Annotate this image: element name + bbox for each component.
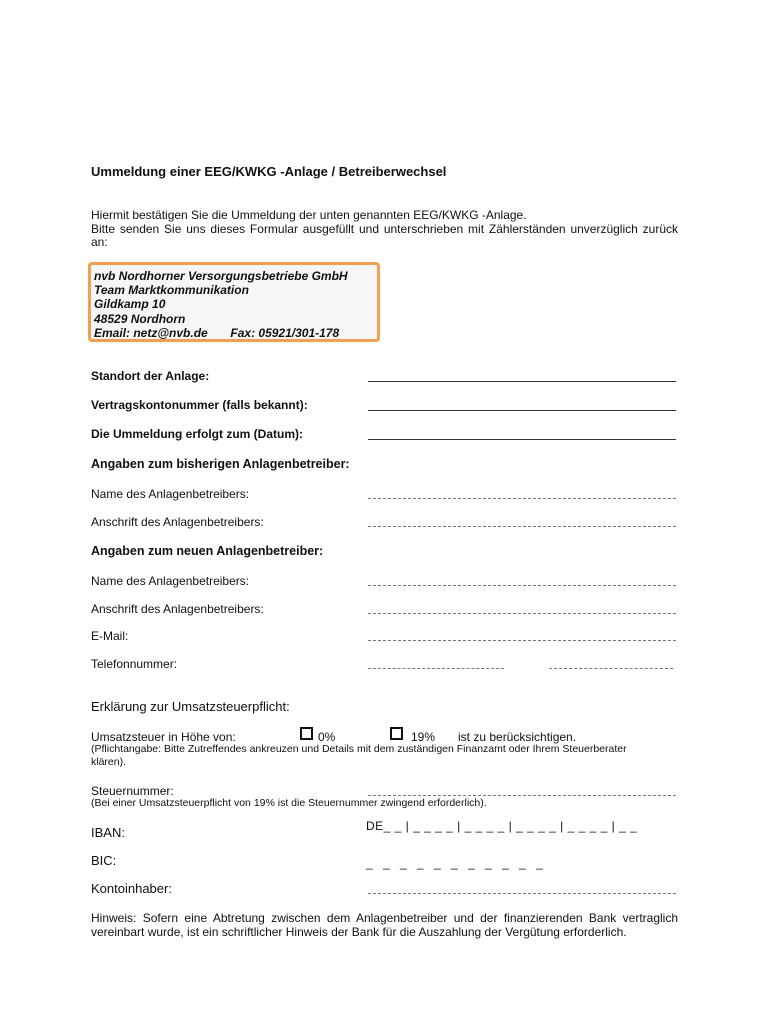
- address-email: Email: netz@nvb.de: [94, 325, 208, 340]
- iban-label: IBAN:: [91, 825, 125, 840]
- old-operator-address-field[interactable]: [368, 526, 676, 527]
- old-operator-heading: Angaben zum bisherigen Anlagenbetreiber:: [91, 457, 350, 471]
- tax-heading: Erklärung zur Umsatzsteuerpflicht:: [91, 699, 290, 714]
- footer-note: Hinweis: Sofern eine Abtretung zwischen dem Anlagenbetreiber und der finanzierenden Bank vertraglich vereinbart wurde, ist ein schriftlicher Hinweis der Bank für die Auszahlung der Vergütung erforderlich.: [91, 911, 678, 939]
- tax-hint: (Pflichtangabe: Bitte Zutreffendes ankreuzen und Details mit dem zuständigen Finanzamt oder Ihrem Steuerberater klären).: [91, 743, 627, 768]
- tax-0-label: 0%: [318, 730, 336, 744]
- new-operator-phone-field-1[interactable]: [368, 668, 504, 669]
- address-team: Team Marktkommunikation: [94, 283, 249, 298]
- new-operator-heading: Angaben zum neuen Anlagenbetreiber:: [91, 544, 324, 558]
- tax-label: Umsatzsteuer in Höhe von:: [91, 730, 236, 744]
- intro-text: [91, 209, 678, 250]
- datum-field[interactable]: [368, 439, 676, 440]
- old-operator-name-field[interactable]: [368, 498, 676, 499]
- standort-field[interactable]: [368, 381, 676, 382]
- bic-field[interactable]: _ _ _ _ _ _ _ _ _ _ _: [366, 856, 547, 870]
- new-operator-name-label: Name des Anlagenbetreibers:: [91, 574, 250, 588]
- standort-label: Standort der Anlage:: [91, 369, 210, 383]
- iban-field[interactable]: DE_ _ | _ _ _ _ | _ _ _ _ | _ _ _ _ | _ _ _ _ | _ _: [366, 819, 638, 833]
- new-operator-email-label: E-Mail:: [91, 629, 129, 643]
- address-street: Gildkamp 10: [94, 297, 166, 312]
- page-title: Ummeldung einer EEG/KWKG -Anlage / Betreiberwechsel: [91, 164, 447, 179]
- holder-field[interactable]: [368, 893, 676, 894]
- address-contact: [94, 326, 377, 340]
- address-company: nvb Nordhorner Versorgungsbetriebe GmbH: [94, 269, 348, 283]
- tax-number-field[interactable]: [368, 795, 676, 796]
- recipient-address-box: [88, 262, 380, 342]
- tax-0-checkbox[interactable]: [300, 727, 313, 740]
- vertragskonto-label: Vertragskontonummer (falls bekannt):: [91, 398, 308, 412]
- new-operator-address-label: Anschrift des Anlagenbetreibers:: [91, 602, 264, 616]
- new-operator-name-field[interactable]: [368, 585, 676, 586]
- holder-label: Kontoinhaber:: [91, 881, 172, 896]
- bic-label: BIC:: [91, 853, 117, 868]
- vertragskonto-field[interactable]: [368, 410, 676, 411]
- tax-19-checkbox[interactable]: [390, 727, 403, 740]
- intro-line-1: Hiermit bestätigen Sie die Ummeldung der unten genannten EEG/KWKG -Anlage.: [91, 208, 527, 222]
- intro-line-2: Bitte senden Sie uns dieses Formular ausgefüllt und unterschrieben mit Zählerständen unverzüglich zurück an:: [91, 221, 678, 250]
- tax-number-label: Steuernummer:: [91, 784, 174, 798]
- new-operator-email-field[interactable]: [368, 640, 676, 641]
- tax-19-label: 19%: [411, 730, 436, 744]
- address-fax: Fax: 05921/301-178: [230, 325, 340, 340]
- old-operator-address-label: Anschrift des Anlagenbetreibers:: [91, 515, 264, 529]
- address-city: 48529 Nordhorn: [94, 311, 186, 326]
- tax-suffix: ist zu berücksichtigen.: [458, 730, 577, 744]
- old-operator-name-label: Name des Anlagenbetreibers:: [91, 487, 250, 501]
- new-operator-address-field[interactable]: [368, 613, 676, 614]
- new-operator-phone-field-2[interactable]: [549, 668, 673, 669]
- datum-label: Die Ummeldung erfolgt zum (Datum):: [91, 427, 303, 441]
- new-operator-phone-label: Telefonnummer:: [91, 657, 178, 671]
- tax-number-hint: (Bei einer Umsatzsteuerpflicht von 19% ist die Steuernummer zwingend erforderlich).: [91, 797, 487, 809]
